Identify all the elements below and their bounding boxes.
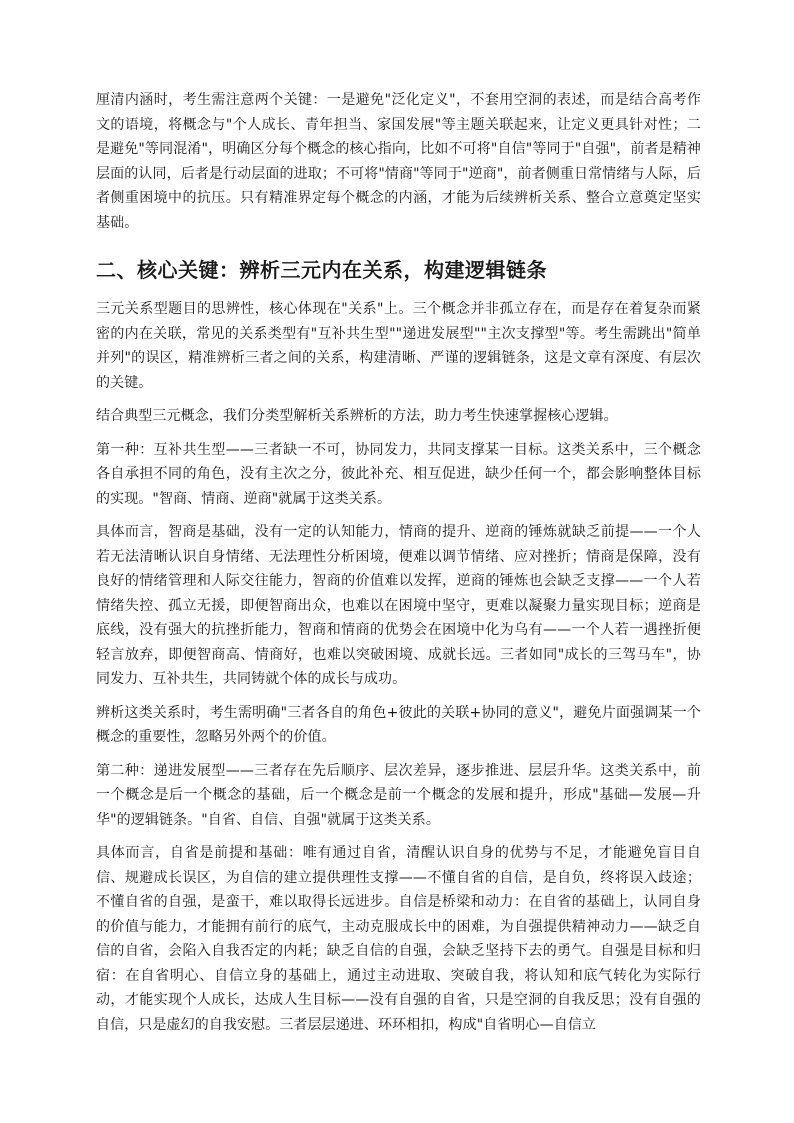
paragraph-7: 具体而言，自省是前提和基础：唯有通过自省，清醒认识自身的优势与不足，才能避免盲目自信、规避成长误区，为自信的建立提供理性支撑——不懂自省的自信，是自负，终将误入歧途；不懂自省的自强，是蛮干，难以取得长远进步。自信是桥梁和动力：在自省的基础上，认同自身的价值与能力，才能拥有前行的底气，主动克服成长中的困难，为自强提供精神动力——缺乏自信的自省，会陷入自我否定的内耗；缺乏自信的自强，会缺乏坚持下去的勇气。自强是目标和归宿：在自省明心、自信立身的基础上，通过主动进取、突破自我，将认知和底气转化为实际行动，才能实现个人成长，达成人生目标——没有自强的自省，只是空洞的自我反思；没有自强的自信，只是虚幻的自我安慰。三者层层递进、环环相扣，构成"自省明心—自信立: [96, 845, 701, 1033]
paragraph-4: 具体而言，智商是基础，没有一定的认知能力，情商的提升、逆商的锤炼就缺乏前提——一个人若无法清晰认识自身情绪、无法理性分析困境，便难以调节情绪、应对挫折；情商是保障，没有良好的情绪管理和人际交往能力，智商的价值难以发挥，逆商的锤炼也会缺乏支撑——一个人若情绪失控、孤立无援，即便智商出众，也难以在困境中坚守，更难以凝聚力量实现目标；逆商是底线，没有强大的抗挫折能力，智商和情商的优势会在困境中化为乌有——一个人若一遇挫折便轻言放弃，即便智商高、情商好，也难以突破困境、成就长远。三者如同"成长的三驾马车"，协同发力、互补共生，共同铸就个体的成长与成功。: [96, 524, 701, 687]
paragraph-6: 第二种：递进发展型——三者存在先后顺序、层次差异，逐步推进、层层升华。这类关系中，前一个概念是后一个概念的基础，后一个概念是前一个概念的发展和提升，形成"基础—发展—升华"的逻辑链条。"自省、自信、自强"就属于这类关系。: [96, 762, 701, 828]
paragraph-intro: 厘清内涵时，考生需注意两个关键：一是避免"泛化定义"，不套用空洞的表述，而是结合高考作文的语境，将概念与"个人成长、青年担当、家国发展"等主题关联起来，让定义更具针对性；二是避免"等同混淆"，明确区分每个概念的核心指向，比如不可将"自信"等同于"自强"，前者是精神层面的认同，后者是行动层面的进取；不可将"情商"等同于"逆商"，前者侧重日常情绪与人际，后者侧重困境中的抗压。只有精准界定每个概念的内涵，才能为后续辨析关系、整合立意奠定坚实基础。: [96, 92, 701, 231]
paragraph-5: 辨析这类关系时，考生需明确"三者各自的角色+彼此的关联+协同的意义"，避免片面强调某一个概念的重要性，忽略另外两个的价值。: [96, 704, 701, 745]
document-page: [96, 88, 701, 1046]
paragraph-3: 第一种：互补共生型——三者缺一不可，协同发力，共同支撑某一目标。这类关系中，三个概念各自承担不同的角色，没有主次之分，彼此补充、相互促进，缺少任何一个，都会影响整体目标的实现。"智商、情商、逆商"就属于这类关系。: [96, 441, 701, 507]
section-heading: 二、核心关键：辨析三元内在关系，构建逻辑链条: [96, 258, 547, 282]
paragraph-1: 三元关系型题目的思辨性，核心体现在"关系"上。三个概念并非孤立存在，而是存在着复杂而紧密的内在关联，常见的关系类型有"互补共生型""递进发展型""主次支撑型"等。考生需跳出"简单并列"的误区，精准辨析三者之间的关系，构建清晰、严谨的逻辑链条，这是文章有深度、有层次的关键。: [96, 301, 701, 391]
paragraph-2: 结合典型三元概念，我们分类型解析关系辨析的方法，助力考生快速掌握核心逻辑。: [96, 408, 618, 424]
